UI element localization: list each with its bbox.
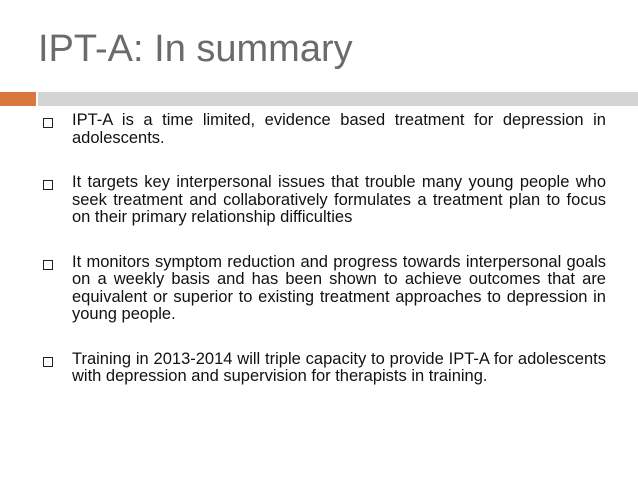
bullet-text: It targets key interpersonal issues that trouble many young people who seek treatment and collaboratively formulates a treatment plan to focus on their primary relationship difficulties [72, 173, 606, 226]
rule-divider [36, 92, 38, 106]
bullet-item [38, 174, 606, 227]
bullet-item [38, 112, 606, 147]
bullet-item [38, 254, 606, 324]
bullet-text: Training in 2013-2014 will triple capacity to provide IPT-A for adolescents with depression and supervision for therapists in training. [72, 349, 606, 385]
bullet-list [38, 112, 606, 413]
title-rule [38, 92, 638, 106]
bullet-text: IPT-A is a time limited, evidence based treatment for depression in adolescents. [72, 111, 606, 147]
hollow-square-icon [43, 118, 53, 128]
bullet-text: It monitors symptom reduction and progress towards interpersonal goals on a weekly basis and has been shown to achieve outcomes that are equivalent or superior to existing treatment approaches to depression in young people. [72, 252, 606, 323]
hollow-square-icon [43, 180, 53, 190]
slide-title: IPT-A: In summary [38, 28, 353, 70]
hollow-square-icon [43, 357, 53, 367]
accent-bar [0, 92, 36, 106]
bullet-item [38, 351, 606, 386]
hollow-square-icon [43, 260, 53, 270]
